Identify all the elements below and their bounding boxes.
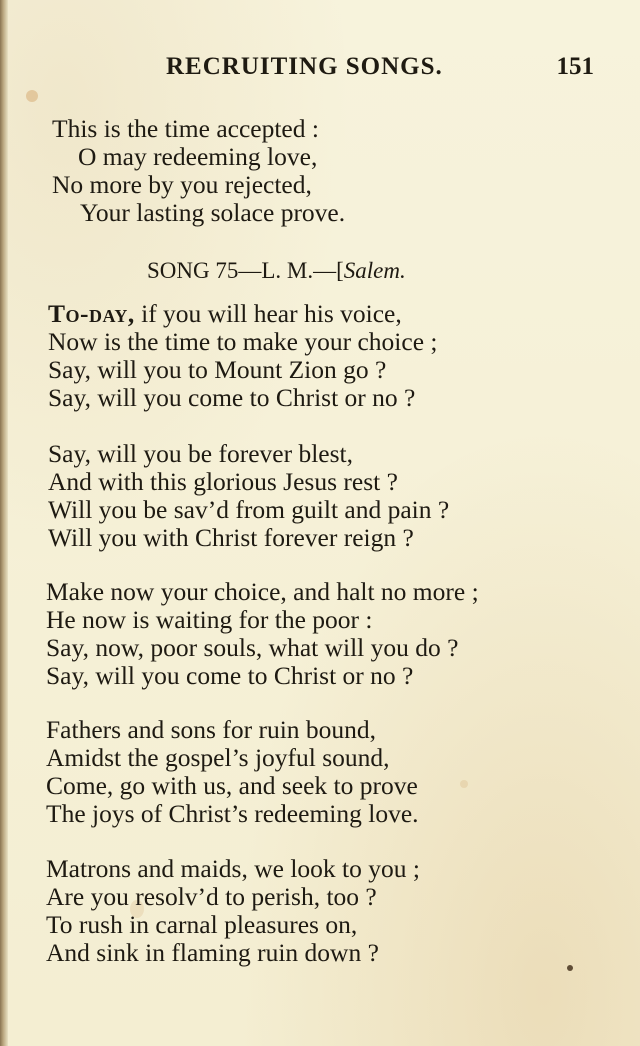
first-word: To-day, — [48, 299, 135, 328]
running-head: RECRUITING SONGS. — [166, 53, 443, 80]
verse-line: Say, will you be forever blest, — [48, 439, 353, 468]
verse-line: Amidst the gospel’s joyful sound, — [46, 743, 390, 772]
verse-line: Say, now, poor souls, what will you do ? — [46, 633, 459, 662]
verse-line: And sink in flaming ruin down ? — [46, 938, 379, 967]
tune-name: Salem. — [343, 258, 406, 283]
verse-line-text: if you will hear his voice, — [134, 299, 402, 328]
song-meter: L. M. — [261, 258, 314, 283]
foxing-stain — [26, 90, 38, 102]
verse-line: The joys of Christ’s redeeming love. — [46, 799, 419, 828]
verse-line: Say, will you come to Christ or no ? — [46, 661, 414, 690]
verse-line: This is the time accepted : — [52, 114, 319, 143]
verse-line — [0, 300, 640, 328]
title-dash: — — [238, 258, 262, 283]
song-title — [147, 258, 406, 284]
verse-line: To rush in carnal pleasures on, — [46, 910, 358, 939]
tune-bracket: [ — [336, 258, 344, 283]
verse-line: Fathers and sons for ruin bound, — [46, 715, 377, 744]
verse-line: Your lasting solace prove. — [80, 198, 346, 227]
verse-line: Will you be sav’d from guilt and pain ? — [48, 495, 450, 524]
page-number: 151 — [556, 53, 594, 80]
verse-line: Are you resolv’d to perish, too ? — [46, 882, 377, 911]
stanza-1 — [0, 300, 640, 412]
verse-line: Now is the time to make your choice ; — [48, 327, 438, 356]
title-dash: — — [313, 258, 337, 283]
verse-line: Will you with Christ forever reign ? — [48, 523, 414, 552]
verse-line: And with this glorious Jesus rest ? — [48, 467, 398, 496]
verse-line: No more by you rejected, — [52, 170, 312, 199]
stanza-2 — [0, 440, 640, 552]
verse-line: O may redeeming love, — [78, 142, 318, 171]
verse-line: He now is waiting for the poor : — [46, 605, 373, 634]
verse-line: Matrons and maids, we look to you ; — [46, 854, 420, 883]
verse-line: Say, will you to Mount Zion go ? — [48, 355, 387, 384]
verse-line: Make now your choice, and halt no more ; — [46, 577, 479, 606]
page-header — [160, 53, 600, 89]
stanza-4 — [0, 716, 640, 828]
verse-line: Say, will you come to Christ or no ? — [48, 383, 416, 412]
stanza-5 — [0, 855, 640, 967]
verse-line: Come, go with us, and seek to prove — [46, 771, 418, 800]
song-number: SONG 75 — [147, 258, 239, 283]
stanza-3 — [0, 578, 640, 690]
previous-song-stanza — [0, 115, 640, 227]
